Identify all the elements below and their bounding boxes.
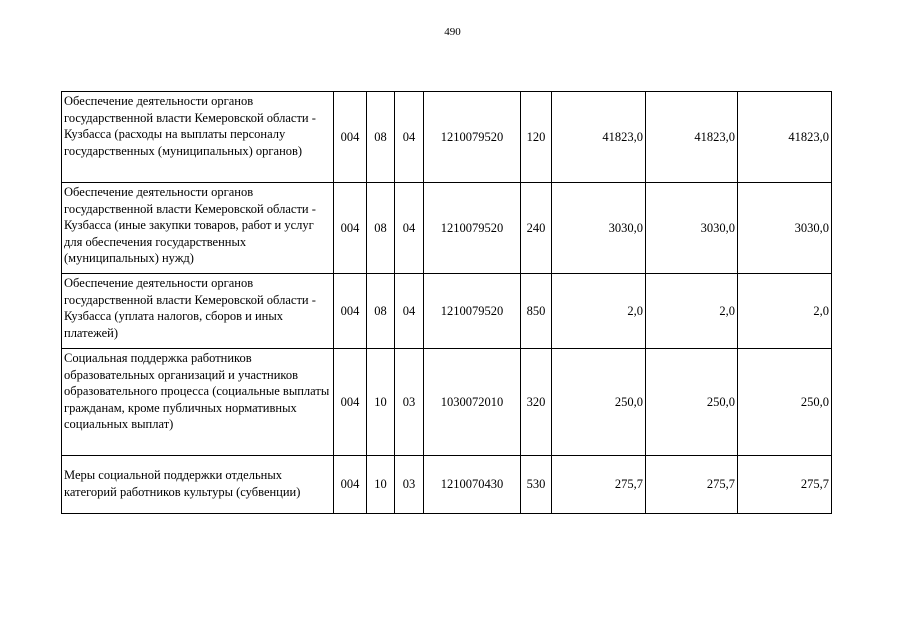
amount-year-3: 41823,0 bbox=[738, 92, 832, 183]
amount-year-1: 3030,0 bbox=[552, 183, 646, 274]
amount-year-2: 250,0 bbox=[646, 349, 738, 456]
target-article-code: 1210079520 bbox=[424, 274, 521, 349]
row-description: Обеспечение деятельности органов государственной власти Кемеровской области - Кузбасса (расходы на выплаты персоналу государственных (муниципальных) органов) bbox=[62, 92, 334, 183]
row-description: Обеспечение деятельности органов государственной власти Кемеровской области - Кузбасса (уплата налогов, сборов и иных платежей) bbox=[62, 274, 334, 349]
expense-type-code: 320 bbox=[521, 349, 552, 456]
ministry-code: 004 bbox=[334, 349, 367, 456]
table-row bbox=[62, 92, 832, 183]
target-article-code: 1210070430 bbox=[424, 456, 521, 514]
target-article-code: 1210079520 bbox=[424, 183, 521, 274]
target-article-code: 1030072010 bbox=[424, 349, 521, 456]
row-description: Обеспечение деятельности органов государственной власти Кемеровской области - Кузбасса (иные закупки товаров, работ и услуг для обеспечения государственных (муниципальных) нужд) bbox=[62, 183, 334, 274]
amount-year-1: 275,7 bbox=[552, 456, 646, 514]
amount-year-3: 2,0 bbox=[738, 274, 832, 349]
page-number: 490 bbox=[444, 26, 461, 38]
subsection-code: 04 bbox=[395, 183, 424, 274]
row-description: Меры социальной поддержки отдельных категорий работников культуры (субвенции) bbox=[62, 456, 334, 514]
expense-type-code: 530 bbox=[521, 456, 552, 514]
subsection-code: 03 bbox=[395, 349, 424, 456]
target-article-code: 1210079520 bbox=[424, 92, 521, 183]
row-description: Социальная поддержка работников образовательных организаций и участников образовательного процесса (социальные выплаты гражданам, кроме публичных нормативных социальных выплат) bbox=[62, 349, 334, 456]
amount-year-1: 41823,0 bbox=[552, 92, 646, 183]
amount-year-3: 275,7 bbox=[738, 456, 832, 514]
table-row bbox=[62, 349, 832, 456]
amount-year-2: 41823,0 bbox=[646, 92, 738, 183]
subsection-code: 03 bbox=[395, 456, 424, 514]
section-code: 10 bbox=[367, 456, 395, 514]
amount-year-1: 2,0 bbox=[552, 274, 646, 349]
ministry-code: 004 bbox=[334, 183, 367, 274]
amount-year-3: 3030,0 bbox=[738, 183, 832, 274]
ministry-code: 004 bbox=[334, 274, 367, 349]
ministry-code: 004 bbox=[334, 92, 367, 183]
ministry-code: 004 bbox=[334, 456, 367, 514]
amount-year-3: 250,0 bbox=[738, 349, 832, 456]
table-row bbox=[62, 456, 832, 514]
table-row bbox=[62, 274, 832, 349]
amount-year-2: 275,7 bbox=[646, 456, 738, 514]
section-code: 08 bbox=[367, 92, 395, 183]
expense-type-code: 120 bbox=[521, 92, 552, 183]
amount-year-2: 3030,0 bbox=[646, 183, 738, 274]
section-code: 08 bbox=[367, 183, 395, 274]
amount-year-2: 2,0 bbox=[646, 274, 738, 349]
budget-table bbox=[61, 91, 832, 514]
section-code: 08 bbox=[367, 274, 395, 349]
table-row bbox=[62, 183, 832, 274]
subsection-code: 04 bbox=[395, 92, 424, 183]
expense-type-code: 240 bbox=[521, 183, 552, 274]
amount-year-1: 250,0 bbox=[552, 349, 646, 456]
section-code: 10 bbox=[367, 349, 395, 456]
expense-type-code: 850 bbox=[521, 274, 552, 349]
subsection-code: 04 bbox=[395, 274, 424, 349]
